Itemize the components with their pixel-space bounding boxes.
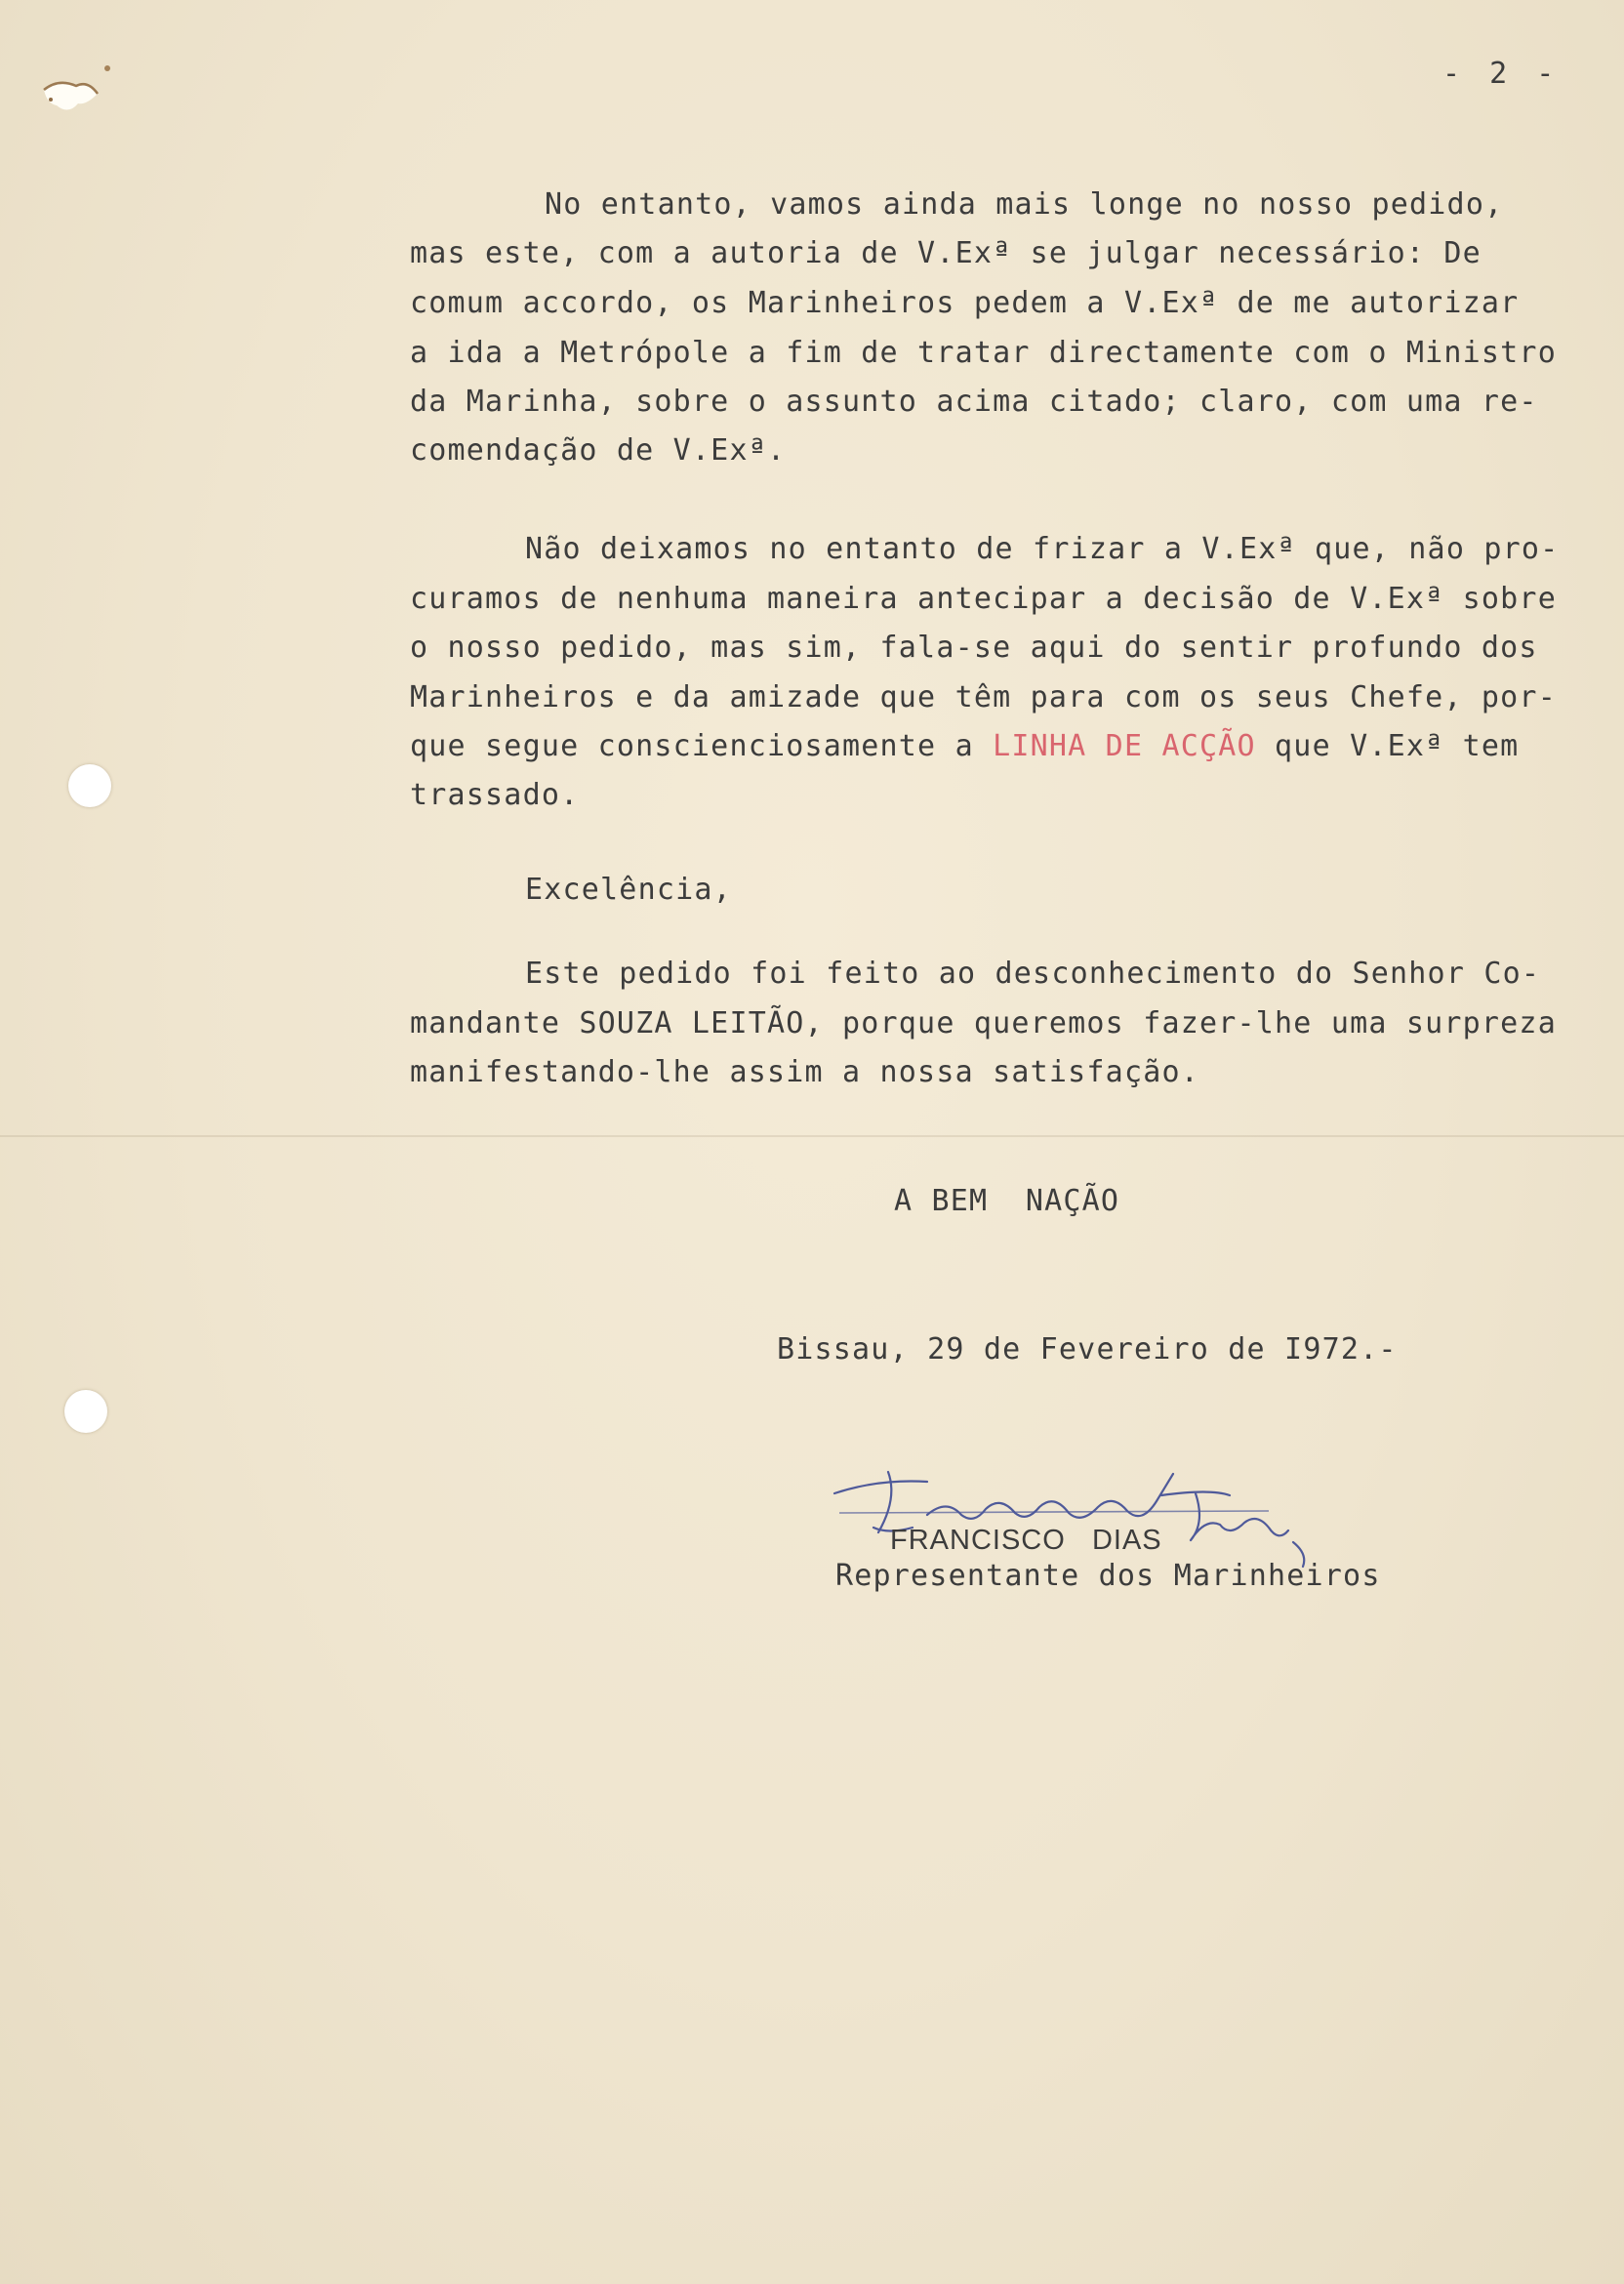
paragraph-2-text: que segue conscienciosamente a bbox=[410, 729, 994, 763]
paragraph-1-line: No entanto, vamos ainda mais longe no nosso pedido, bbox=[545, 187, 1504, 222]
signatory-name: FRANCISCO DIAS bbox=[890, 1525, 1162, 1556]
paragraph-1-line: a ida a Metrópole a fim de tratar directamente com o Ministro bbox=[410, 336, 1557, 370]
linha-de-accao-highlight: LINHA DE ACÇÃO bbox=[993, 729, 1256, 763]
punch-hole bbox=[68, 764, 111, 807]
paragraph-2-line: trassado. bbox=[410, 778, 580, 812]
place-date: Bissau, 29 de Fevereiro de I972.- bbox=[777, 1332, 1398, 1366]
salutation: Excelência, bbox=[525, 873, 732, 907]
paragraph-3-line: manifestando-lhe assim a nossa satisfação. bbox=[410, 1055, 1199, 1089]
paragraph-2-line: Não deixamos no entanto de frizar a V.Exª que, não pro- bbox=[525, 532, 1560, 566]
paragraph-3-line: Este pedido foi feito ao desconhecimento do Senhor Co- bbox=[525, 957, 1541, 991]
paragraph-1-line: mas este, com a autoria de V.Exª se julgar necessário: De bbox=[410, 236, 1482, 270]
paragraph-1-line: da Marinha, sobre o assunto acima citado; claro, com uma re- bbox=[410, 385, 1538, 419]
paragraph-3-line: mandante SOUZA LEITÃO, porque queremos fazer-lhe uma surpreza bbox=[410, 1006, 1557, 1040]
paragraph-2-line: o nosso pedido, mas sim, fala-se aqui do sentir profundo dos bbox=[410, 631, 1538, 665]
paper-fold-line bbox=[0, 1135, 1624, 1137]
punch-hole bbox=[64, 1390, 107, 1433]
page-number: - 2 - bbox=[1442, 57, 1561, 91]
motto: A BEM NAÇÃO bbox=[894, 1184, 1120, 1218]
paragraph-2-line: Marinheiros e da amizade que têm para com os seus Chefe, por- bbox=[410, 680, 1557, 714]
paragraph-2-text: que V.Exª tem bbox=[1255, 729, 1520, 763]
paragraph-2-line bbox=[410, 727, 1519, 766]
paper-damage-stain bbox=[39, 61, 137, 129]
signatory-role: Representante dos Marinheiros bbox=[835, 1559, 1381, 1593]
paragraph-1-line: comendação de V.Exª. bbox=[410, 433, 787, 468]
paragraph-2-line: curamos de nenhuma maneira antecipar a decisão de V.Exª sobre bbox=[410, 582, 1557, 616]
paragraph-1-line: comum accordo, os Marinheiros pedem a V.Exª de me autorizar bbox=[410, 286, 1520, 320]
